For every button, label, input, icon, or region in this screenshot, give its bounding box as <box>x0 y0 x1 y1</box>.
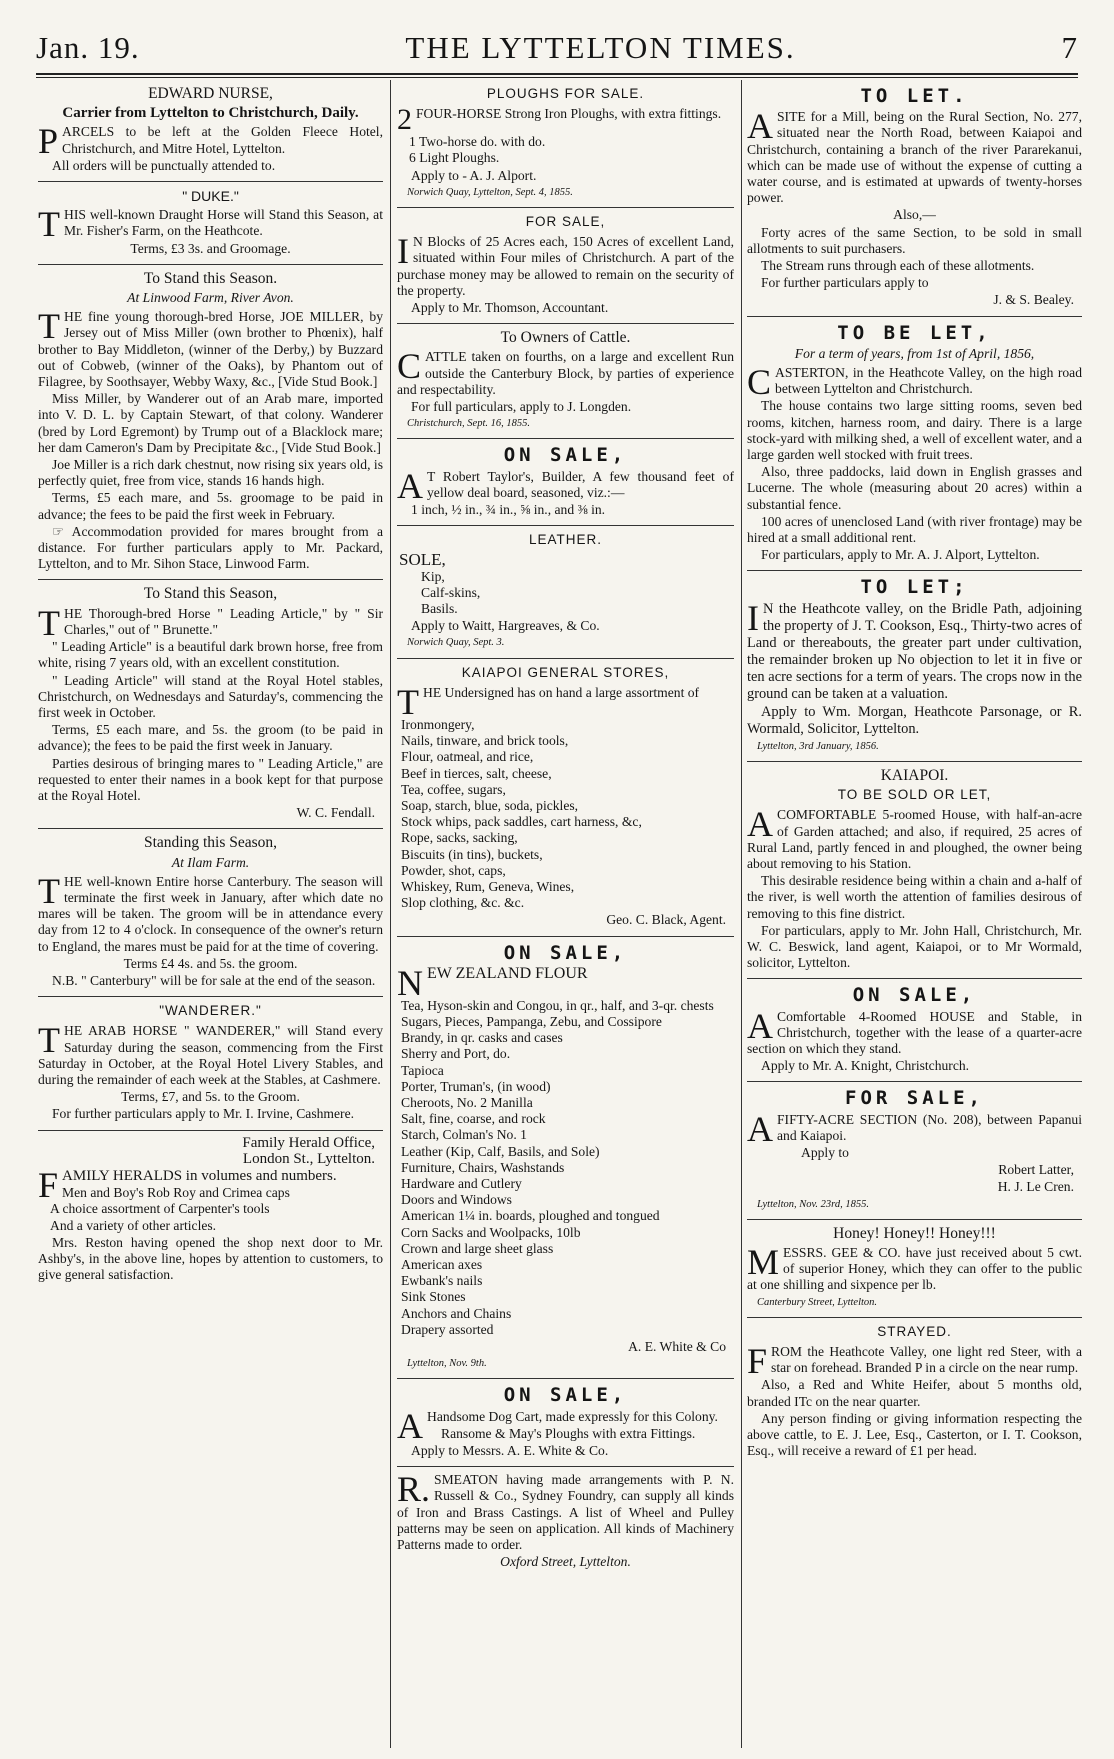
dateline: Canterbury Street, Lyttelton. <box>757 1296 878 1308</box>
list-item: Tea, coffee, sugars, <box>401 781 506 797</box>
issue-date: Jan. 19. <box>36 30 140 65</box>
ad-honey <box>747 1220 1082 1318</box>
item-list <box>397 552 734 617</box>
ad-apply: Apply to - A. J. Alport. <box>411 167 537 183</box>
ad-body: IN the Heathcote valley, on the Bridle Path, adjoining the property of J. T. Cookson, Esq., Thirty-two acres of Land or thereabouts, the greater part under cultivation, the remainder broken up No objection to let it in five or ten acre sections for a term of years. The crops now in the ground can be taken at a valuation. <box>747 597 1082 702</box>
quantity-number: 2 <box>397 103 412 137</box>
ad-body: AT Robert Taylor's, Builder, A few thousand feet of yellow deal board, seasoned, viz.:— <box>397 465 734 506</box>
ad-signature: W. C. Fendall. <box>296 805 375 821</box>
ad-duke <box>38 182 383 265</box>
ad-body: Parties desirous of bringing mares to " Leading Article," are requested to enter their names in a book kept for that purpose at the Royal Hotel. <box>38 755 383 803</box>
ad-address: Oxford Street, Lyttelton. <box>500 1554 631 1570</box>
list-item: Salt, fine, coarse, and rock <box>401 1111 546 1127</box>
list-item: Stock whips, pack saddles, cart harness, &c, <box>401 814 642 830</box>
ad-sizes: 1 inch, ½ in., ¾ in., ⅝ in., and ⅜ in. <box>411 502 606 518</box>
ad-body: R.SMEATON having made arrangements with P. N. Russell & Co., Sydney Foundry, can supply all kinds of Iron and Brass Castings. A list of Wheel and Pulley patterns may be seen on application. All kinds of Machinery Patterns made to order. <box>397 1469 734 1553</box>
ad-body: " Leading Article" will stand at the Royal Hotel stables, Christchurch, on Wednesdays and Saturday's, commencing the first week in October. <box>38 672 383 720</box>
ad-apply: Apply to Wm. Morgan, Heathcote Parsonage, or R. Wormald, Solicitor, Lyttelton. <box>747 703 1082 737</box>
ad-body: THE Thorough-bred Horse " Leading Article," by " Sir Charles," out of " Brunette." <box>38 602 383 643</box>
ad-body: NEW ZEALAND FLOUR <box>397 962 588 1003</box>
ad-body: Ransome & May's Ploughs with extra Fittings. <box>441 1425 696 1441</box>
ad-apply: Apply to Mr. Thomson, Accountant. <box>411 300 609 316</box>
ad-body: For further particulars apply to Mr. I. Irvine, Cashmere. <box>52 1106 354 1122</box>
ad-body: For particulars, apply to Mr. John Hall, Christchurch, Mr. W. C. Beswick, land agent, Kaiapoi, or to Mr Wormald, solicitor, Lyttelton. <box>747 922 1082 971</box>
ad-subheading: TO BE SOLD OR LET, <box>837 787 992 803</box>
masthead-rule-thin <box>36 77 1078 78</box>
ad-terms: Terms £4 4s. and 5s. the groom. <box>123 955 298 971</box>
ad-body: THE well-known Entire horse Canterbury. The season will terminate the first week in January, after which date no mares will be taken. The groom will be in attendance every day from 12 to 4 o'clock. In consequence of the owner's return to England, the mares must be paid for at the time of covering. <box>38 870 383 954</box>
ad-body: The Stream runs through each of these allotments. <box>761 258 1035 274</box>
ad-smeaton <box>397 1467 734 1577</box>
column-2 <box>397 80 734 1748</box>
ad-nurse <box>38 80 383 182</box>
list-item: Brandy, in qr. casks and cases <box>401 1030 563 1046</box>
ad-body: THE fine young thorough-bred Horse, JOE MILLER, by Jersey out of Miss Miller (own brother to Phœnix), half brother to Bay Middleton, (winner of the Derby,) by Buzzard out of Cobweb, (winner of the Oaks), by Phantom out of Filagree, by Soothsayer, Webby Waxy, &c., [Vide Stud Book.] <box>38 306 383 390</box>
item-list <box>397 134 734 166</box>
ad-subheading: For a term of years, from 1st of April, 1856, <box>794 345 1035 361</box>
list-item: Beef in tierces, salt, cheese, <box>401 765 552 781</box>
list-item: Cheroots, No. 2 Manilla <box>401 1094 533 1110</box>
item-list <box>38 1185 383 1234</box>
ad-body: CATTLE taken on fourths, on a large and excellent Run outside the Canterbury Block, by parties of experience and respectability. <box>397 346 734 397</box>
ad-body: Mrs. Reston having opened the shop next door to Mr. Ashby's, in the above line, hopes by attention to customers, to give general satisfaction. <box>38 1234 383 1283</box>
ad-note: N.B. " Canterbury" will be for sale at the end of the season. <box>52 972 376 988</box>
dateline: Lyttelton, 3rd January, 1856. <box>757 740 879 752</box>
ad-body: ☞ Accommodation provided for mares brought from a distance. For further particulars apply to Mr. Packard, Lyttelton, and to Mr. Sihon Stace, Linwood Farm. <box>38 523 383 572</box>
ad-cattle <box>397 324 734 439</box>
ad-body: Also, a Red and White Heifer, about 5 months old, branded ITc on the near quarter. <box>747 1377 1082 1409</box>
ad-leather <box>397 526 734 658</box>
ad-mill-site <box>747 80 1082 317</box>
ad-body: 100 acres of unenclosed Land (with river frontage) may be hired at a small additional rent. <box>747 513 1082 546</box>
dateline: Christchurch, Sept. 16, 1855. <box>407 418 530 430</box>
page-number: 7 <box>1061 30 1078 65</box>
ad-heading: FOR SALE, <box>845 1087 984 1110</box>
list-item: Ironmongery, <box>401 716 475 732</box>
ad-body: THE Undersigned has on hand a large assortment of <box>397 681 700 722</box>
ad-subheading: At Ilam Farm. <box>171 854 250 870</box>
column-3 <box>747 80 1082 1748</box>
dateline: Lyttelton, Nov. 23rd, 1855. <box>757 1198 869 1210</box>
ad-signature: J. & S. Bealey. <box>993 292 1074 308</box>
ad-body: CASTERTON, in the Heathcote Valley, on the high road between Lyttelton and Christchurch. <box>747 362 1082 403</box>
ad-subheading: London St., Lyttelton. <box>242 1150 375 1167</box>
item-list <box>397 717 734 911</box>
list-item: Calf-skins, <box>421 584 481 600</box>
ad-dog-cart <box>397 1379 734 1467</box>
ad-body: Terms, £5 each mare, and 5s. the groom (to be paid in advance); the fees to be paid the first week in January. <box>38 722 383 754</box>
ad-body: AFIFTY-ACRE SECTION (No. 208), between Papanui and Kaiapoi. <box>747 1108 1082 1149</box>
ad-heading: To Stand this Season. <box>143 269 278 287</box>
ad-body: For further particulars apply to <box>761 275 929 291</box>
dateline: Norwich Quay, Lyttelton, Sept. 4, 1855. <box>407 186 573 198</box>
ad-heading: EDWARD NURSE, <box>148 85 273 102</box>
dateline: Lyttelton, Nov. 9th. <box>407 1358 487 1370</box>
ad-heading: TO BE LET, <box>837 321 992 344</box>
ad-body: The house contains two large sitting rooms, seven bed rooms, kitchen, harness room, and dairy. There is a large stock-yard with milking shed, a well of excellent water, and a large garden well stocked with fruit trees. <box>747 398 1082 463</box>
ad-heading: "WANDERER." <box>159 1003 262 1019</box>
ad-heading: PLOUGHS FOR SALE. <box>486 86 645 101</box>
ad-subheading: At Linwood Farm, River Avon. <box>127 290 294 306</box>
ad-body: FAMILY HERALDS in volumes and numbers. <box>38 1164 337 1205</box>
ad-signature: Robert Latter, <box>998 1162 1074 1178</box>
list-item: Crown and large sheet glass <box>401 1240 554 1256</box>
ad-heading: " DUKE." <box>182 188 239 205</box>
list-item: Slop clothing, &c. &c. <box>401 895 525 911</box>
list-item: 1 Two-horse do. with do. <box>409 134 546 150</box>
ad-terms: Terms, £3 3s. and Groomage. <box>130 240 291 256</box>
ad-body: THE ARAB HORSE " WANDERER," will Stand every Saturday during the season, commencing from the First Saturday in October, at the Royal Hotel Livery Stables, and during the remainder of each week at the Stables, at Cashmere. <box>38 1020 383 1087</box>
list-item: Hardware and Cutlery <box>401 1175 522 1191</box>
list-item: And a variety of other articles. <box>50 1217 217 1233</box>
ad-body: AComfortable 4-Roomed HOUSE and Stable, in Christchurch, together with the lease of a quarter-acre section on which they stand. <box>747 1005 1082 1056</box>
list-item: Whiskey, Rum, Geneva, Wines, <box>401 878 575 894</box>
ad-apply: Apply to Mr. A. Knight, Christchurch. <box>761 1058 970 1074</box>
list-item: A choice assortment of Carpenter's tools <box>50 1201 270 1217</box>
list-item: 6 Light Ploughs. <box>409 150 500 166</box>
list-item: Sugars, Pieces, Pampanga, Zebu, and Cossipore <box>401 1013 662 1029</box>
ad-casterton <box>747 317 1082 572</box>
ad-apply: For full particulars, apply to J. Longden. <box>411 399 632 415</box>
masthead-rule <box>36 73 1078 75</box>
list-item: American 1¼ in. boards, ploughed and tongued <box>401 1208 660 1224</box>
ad-body: " Leading Article" is a beautiful dark brown horse, free from white, rising 7 years old, with an excellent constitution. <box>38 639 383 671</box>
item-list <box>397 998 734 1338</box>
list-item: Biscuits (in tins), buckets, <box>401 846 543 862</box>
list-item: Ewbank's nails <box>401 1273 483 1289</box>
ad-heading: TO LET; <box>860 576 969 599</box>
ad-heading: LEATHER. <box>528 532 602 548</box>
ad-heading: FOR SALE, <box>525 214 606 230</box>
newspaper-title: THE LYTTELTON TIMES. <box>405 30 796 65</box>
ad-body: FROM the Heathcote Valley, one light red Steer, with a star on forehead. Branded P in a circle on the near rump. <box>747 1340 1082 1381</box>
ad-heading: Family Herald Office, <box>242 1134 375 1151</box>
ad-body: IN Blocks of 25 Acres each, 150 Acres of excellent Land, situated within Four miles of Christchurch. A part of the purchase money may be allowed to remain on the security of the property. <box>397 231 734 298</box>
ad-body: Terms, £5 each mare, and 5s. groomage to be paid in advance; the fees to be paid the first week in February. <box>38 490 383 522</box>
ad-heading: STRAYED. <box>877 1323 952 1339</box>
list-item: Doors and Windows <box>401 1192 512 1208</box>
ad-heading: ON SALE, <box>503 1384 628 1407</box>
ad-ploughs <box>397 80 734 208</box>
ad-apply: Apply to Waitt, Hargreaves, & Co. <box>411 618 600 634</box>
list-item: Rope, sacks, sacking, <box>401 830 518 846</box>
ad-body: ACOMFORTABLE 5-roomed House, with half-an-acre of Garden attached; and also, if required, 25 acres of Rural Land, partly fenced in and ploughed, the owner being about removing to his Station. <box>747 804 1082 871</box>
ad-body: Forty acres of the same Section, to be sold in small allotments to suit purchasers. <box>747 224 1082 256</box>
ad-note: All orders will be punctually attended to. <box>52 157 276 173</box>
list-item: American axes <box>401 1256 483 1272</box>
list-item: Corn Sacks and Woolpacks, 10lb <box>401 1224 581 1240</box>
ad-signature: H. J. Le Cren. <box>997 1179 1074 1195</box>
ad-subheading: Carrier from Lyttelton to Christchurch, Daily. <box>62 105 359 122</box>
ad-fifty-acre <box>747 1082 1082 1219</box>
masthead <box>36 26 1078 70</box>
ad-heading: To Owners of Cattle. <box>500 329 631 347</box>
list-item: Flour, oatmeal, and rice, <box>401 749 534 765</box>
ad-body: Any person finding or giving information respecting the above cattle, to E. J. Lee, Esq., Casterton, or I. T. Cookson, Esq., will receive a reward of £1 per head. <box>747 1410 1082 1459</box>
list-item: Leather (Kip, Calf, Basils, and Sole) <box>401 1143 600 1159</box>
ad-heading: Standing this Season, <box>143 834 278 852</box>
list-item: Sink Stones <box>401 1289 466 1305</box>
ad-body: AHandsome Dog Cart, made expressly for this Colony. <box>397 1405 718 1446</box>
ad-kaiapoi-stores <box>397 659 734 937</box>
ad-joe-miller <box>38 265 383 581</box>
list-item: Tea, Hyson-skin and Congou, in qr., half, and 3-qr. chests <box>401 997 714 1013</box>
ad-also: Also,— <box>893 207 936 223</box>
list-item: Basils. <box>421 601 458 617</box>
ad-body: For particulars, apply to Mr. A. J. Alport, Lyttelton. <box>761 547 1040 563</box>
ad-heading: ON SALE, <box>852 984 977 1007</box>
ad-heading: KAIAPOI GENERAL STORES, <box>461 664 670 680</box>
ad-strayed <box>747 1318 1082 1467</box>
ad-body: Also, three paddocks, laid down in English grasses and Lucerne. The whole (measuring about 20 acres) within a substantial fence. <box>747 464 1082 512</box>
list-item: Sherry and Port, do. <box>401 1046 511 1062</box>
ad-taylor <box>397 439 734 526</box>
ad-body: Miss Miller, by Wanderer out of an Arab mare, imported into V. D. L. by Captain Stewart, of that colony. Wanderer (bred by Lord Egremont) by Trump out of a Blacklock mare; her dam Cameron's Dam by Precipitate &c., [Vide Stud Book.] <box>38 391 383 455</box>
ad-apply: Apply to Messrs. A. E. White & Co. <box>411 1443 609 1459</box>
ad-signature: Geo. C. Black, Agent. <box>606 912 726 928</box>
ad-body: MESSRS. GEE & CO. have just received about 5 cwt. of superior Honey, which they can offer to the public at one shilling and sixpence per lb. <box>747 1241 1082 1293</box>
ad-nz-flour <box>397 937 734 1380</box>
list-item: Furniture, Chairs, Washstands <box>401 1159 565 1175</box>
ad-body: FOUR-HORSE Strong Iron Ploughs, with extra fittings. <box>416 106 722 122</box>
list-item: Starch, Colman's No. 1 <box>401 1127 527 1143</box>
list-item: Soap, starch, blue, soda, pickles, <box>401 797 579 813</box>
list-item: Porter, Truman's, (in wood) <box>401 1078 551 1094</box>
ad-canterbury <box>38 829 383 997</box>
list-item: SOLE, <box>399 550 446 570</box>
list-item: Powder, shot, caps, <box>401 862 506 878</box>
column-1 <box>38 80 383 1748</box>
ad-signature: A. E. White & Co <box>628 1339 726 1354</box>
ad-body: ASITE for a Mill, being on the Rural Section, No. 277, situated near the North Road, between Kaiapoi and Christchurch, containing a branch of the river Pararekanui, which can be made use of without the expense of cutting a water course, and is estimated at upwards of twenty-horses power. <box>747 106 1082 206</box>
ad-wanderer <box>38 997 383 1130</box>
list-item: Anchors and Chains <box>401 1305 512 1321</box>
ad-heading: TO LET. <box>860 85 969 107</box>
ad-heathcote-land <box>747 571 1082 761</box>
ad-terms: Terms, £7, and 5s. to the Groom. <box>121 1089 300 1105</box>
list-item: Men and Boy's Rob Roy and Crimea caps <box>62 1185 290 1201</box>
ad-house-sale <box>747 979 1082 1082</box>
ad-heading: To Stand this Season, <box>143 585 278 603</box>
list-item: Kip, <box>421 568 445 584</box>
ad-heading: KAIAPOI. <box>880 766 949 784</box>
ad-leading-article <box>38 580 383 829</box>
ad-apply: Apply to <box>801 1144 849 1160</box>
ad-kaiapoi-house <box>747 762 1082 979</box>
ad-family-herald <box>38 1131 383 1291</box>
ad-body: Joe Miller is a rich dark chestnut, now rising six years old, is perfectly quiet, free from vice, stands 16 hands high. <box>38 457 383 489</box>
dateline: Norwich Quay, Sept. 3. <box>407 637 505 649</box>
ad-heading: ON SALE, <box>503 941 628 964</box>
column-divider <box>390 80 391 1748</box>
list-item: Nails, tinware, and brick tools, <box>401 733 569 749</box>
list-item: Drapery assorted <box>401 1321 494 1337</box>
ad-heading: ON SALE, <box>503 444 628 467</box>
ad-for-sale-land <box>397 208 734 324</box>
ad-heading: Honey! Honey!! Honey!!! <box>833 1224 996 1242</box>
list-item: Tapioca <box>401 1062 444 1078</box>
ad-body: THIS well-known Draught Horse will Stand this Season, at Mr. Fisher's Farm, on the Heathcote. <box>38 204 383 245</box>
ad-body: This desirable residence being within a chain and a-half of the river, is well worth the attention of families desirous of removing to this fine district. <box>747 873 1082 921</box>
ad-body: PARCELS to be left at the Golden Fleece Hotel, Christchurch, and Mitre Hotel, Lyttelton. <box>38 121 383 162</box>
column-divider <box>741 80 742 1748</box>
